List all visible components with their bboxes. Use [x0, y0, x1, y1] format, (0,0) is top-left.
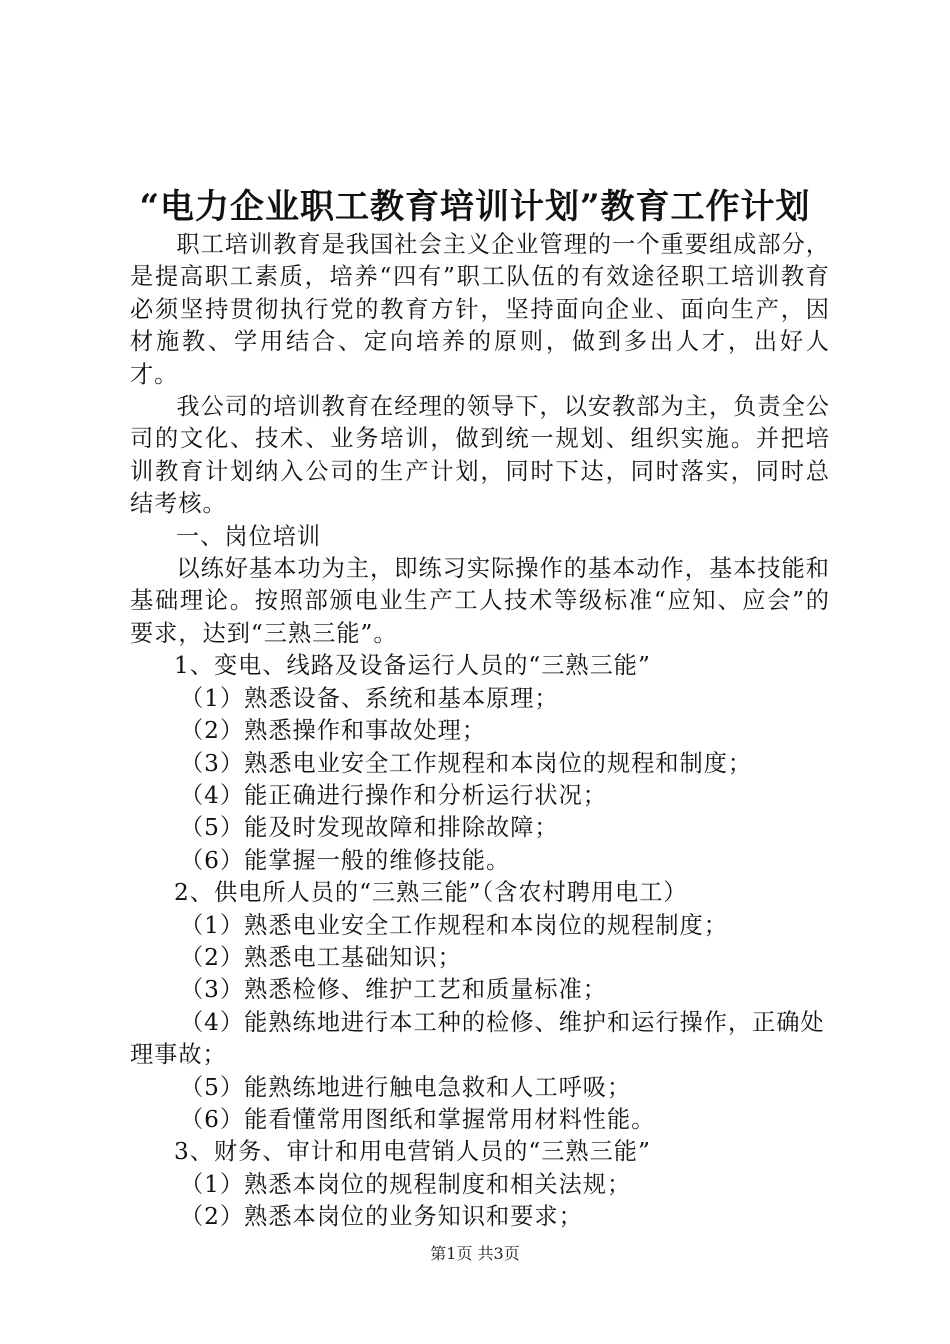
document-title: “电力企业职工教育培训计划”教育工作计划	[139, 187, 811, 227]
paragraph-basic-skills: 以练好基本功为主，即练习实际操作的基本动作，基本技能和基础理论。按照部颁电业生产工人技术等级标准“应知、应会”的要求，达到“三熟三能”。	[130, 555, 830, 647]
document-body	[130, 229, 830, 1234]
list-item: （2）熟悉操作和事故处理；	[180, 717, 487, 745]
list-item: （6）能掌握一般的维修技能。	[180, 846, 511, 874]
list-item: （2）熟悉本岗位的业务知识和要求；	[180, 1203, 583, 1231]
list-item: （2）熟悉电工基础知识；	[180, 943, 462, 971]
section-heading-post-training: 一、岗位培训	[176, 522, 322, 550]
group-heading-power-supply: 2、供电所人员的“三熟三能”（含农村聘用电工）	[174, 879, 688, 907]
list-item: （3）熟悉电业安全工作规程和本岗位的规程和制度；	[180, 749, 753, 777]
paragraph-organization: 我公司的培训教育在经理的领导下，以安教部为主，负责全公司的文化、技术、业务培训，做到统一规划、组织实施。并把培训教育计划纳入公司的生产计划，同时下达，同时落实，同时总结考核。	[130, 393, 830, 518]
list-item: （4）能熟练地进行本工种的检修、维护和运行操作，正确处理事故；	[130, 1008, 825, 1069]
group-heading-substation: 1、变电、线路及设备运行人员的“三熟三能”	[174, 652, 651, 680]
list-item: （5）能及时发现故障和排除故障；	[180, 814, 559, 842]
list-item: （1）熟悉本岗位的规程制度和相关法规；	[180, 1170, 632, 1198]
list-item: （1）熟悉电业安全工作规程和本岗位的规程制度；	[180, 911, 728, 939]
list-item: （1）熟悉设备、系统和基本原理；	[180, 684, 559, 712]
list-item: （6）能看懂常用图纸和掌握常用材料性能。	[180, 1105, 656, 1133]
paragraph-intro: 职工培训教育是我国社会主义企业管理的一个重要组成部分，是提高职工素质，培养“四有”职工队伍的有效途径职工培训教育必须坚持贯彻执行党的教育方针，坚持面向企业、面向生产，因材施教、学用结合、定向培养的原则，做到多出人才，出好人才。	[130, 231, 830, 388]
list-item: （3）熟悉检修、维护工艺和质量标准；	[180, 976, 607, 1004]
list-item: （5）能熟练地进行触电急救和人工呼吸；	[180, 1073, 632, 1101]
list-item: （4）能正确进行操作和分析运行状况；	[180, 781, 607, 809]
page-number: 第1页 共3页	[430, 1244, 520, 1263]
group-heading-finance: 3、财务、审计和用电营销人员的“三熟三能”	[174, 1138, 651, 1166]
